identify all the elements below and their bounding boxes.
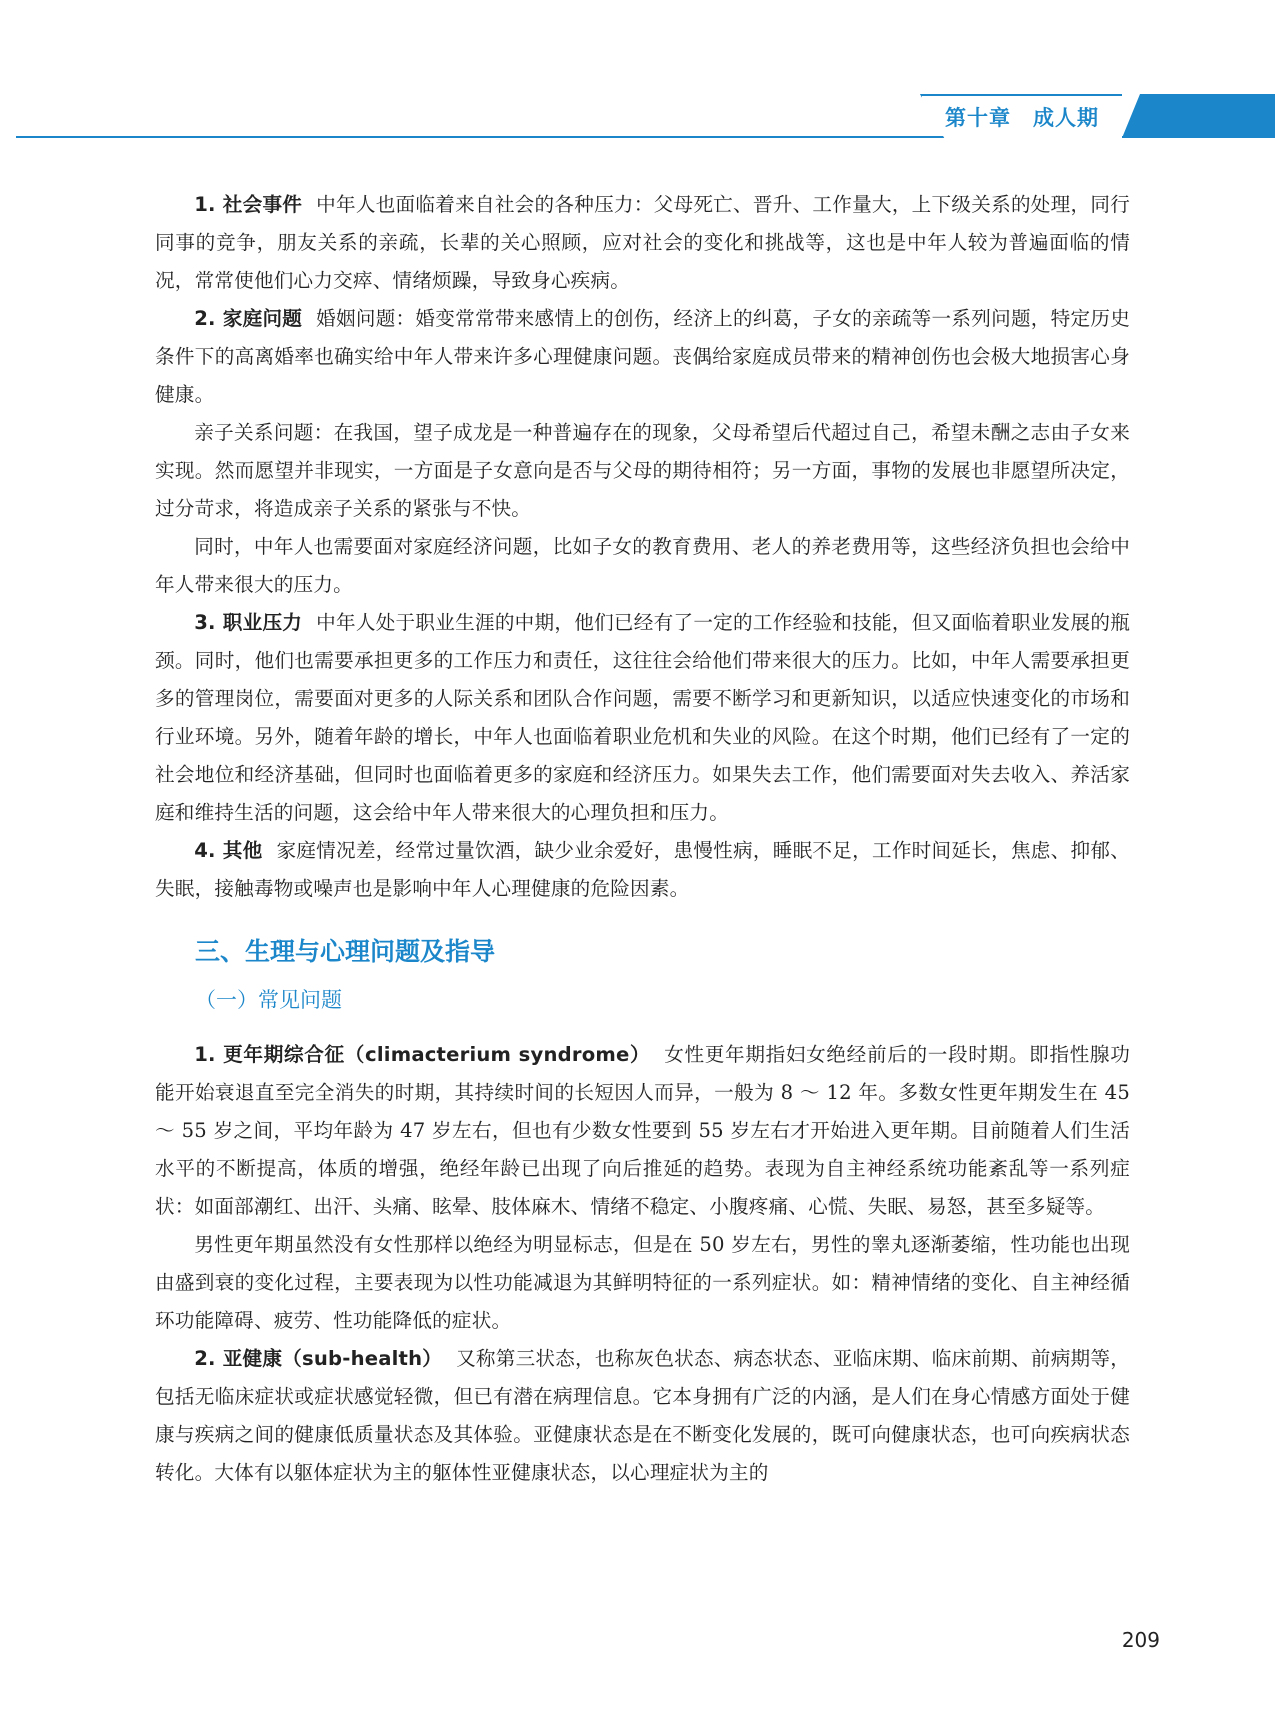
paragraph-lead: 4. 其他 <box>194 839 263 862</box>
paragraph-parent-child <box>155 414 1130 528</box>
paragraph-lead: 2. 亚健康（sub-health） <box>194 1347 443 1370</box>
paragraph-lead: 1. 更年期综合征（climacterium syndrome） <box>194 1043 651 1066</box>
paragraph-others <box>155 832 1130 908</box>
paragraph-career-pressure <box>155 604 1130 832</box>
paragraph-lead: 2. 家庭问题 <box>194 307 303 330</box>
paragraph-climacterium <box>155 1036 1130 1226</box>
paragraph-social-events <box>155 186 1130 300</box>
paragraph-text: 男性更年期虽然没有女性那样以绝经为明显标志，但是在 50 岁左右，男性的睾丸逐渐萎缩，性功能也出现由盛到衰的变化过程，主要表现为以性功能减退为其鲜明特征的一系列症状。如：精神情绪的变化、自主神经循环功能障碍、疲劳、性功能降低的症状。 <box>155 1233 1130 1332</box>
page-content <box>155 186 1130 1492</box>
paragraph-lead: 3. 职业压力 <box>194 611 303 634</box>
sub-heading: （一）常见问题 <box>195 988 342 1012</box>
paragraph-sub-health <box>155 1340 1130 1492</box>
page-number: 209 <box>1121 1628 1160 1652</box>
paragraph-male-climacterium <box>155 1226 1130 1340</box>
paragraph-text: 中年人处于职业生涯的中期，他们已经有了一定的工作经验和技能，但又面临着职业发展的瓶颈。同时，他们也需要承担更多的工作压力和责任，这往往会给他们带来很大的压力。比如，中年人需要承担更多的管理岗位，需要面对更多的人际关系和团队合作问题，需要不断学习和更新知识，以适应快速变化的市场和行业环境。另外，随着年龄的增长，中年人也面临着职业危机和失业的风险。在这个时期，他们已经有了一定的社会地位和经济基础，但同时也面临着更多的家庭和经济压力。如果失去工作，他们需要面对失去收入、养活家庭和维持生活的问题，这会给中年人带来很大的心理负担和压力。 <box>155 611 1130 824</box>
paragraph-family-issues <box>155 300 1130 414</box>
paragraph-family-economy <box>155 528 1130 604</box>
paragraph-text: 同时，中年人也需要面对家庭经济问题，比如子女的教育费用、老人的养老费用等，这些经济负担也会给中年人带来很大的压力。 <box>155 535 1130 596</box>
paragraph-text: 又称第三状态，也称灰色状态、病态状态、亚临床期、临床前期、前病期等，包括无临床症状或症状感觉轻微，但已有潜在病理信息。它本身拥有广泛的内涵，是人们在身心情感方面处于健康与疾病之间的健康低质量状态及其体验。亚健康状态是在不断变化发展的，既可向健康状态，也可向疾病状态转化。大体有以躯体症状为主的躯体性亚健康状态，以心理症状为主的 <box>155 1347 1130 1484</box>
paragraph-text: 亲子关系问题：在我国，望子成龙是一种普遍存在的现象，父母希望后代超过自己，希望未酬之志由子女来实现。然而愿望并非现实，一方面是子女意向是否与父母的期待相符；另一方面，事物的发展也非愿望所决定，过分苛求，将造成亲子关系的紧张与不快。 <box>155 421 1130 520</box>
section-heading: 三、生理与心理问题及指导 <box>195 937 496 966</box>
paragraph-text: 家庭情况差，经常过量饮酒，缺少业余爱好，患慢性病，睡眠不足，工作时间延长，焦虑、抑郁、失眠，接触毒物或噪声也是影响中年人心理健康的危险因素。 <box>155 839 1130 900</box>
paragraph-text: 女性更年期指妇女绝经前后的一段时期。即指性腺功能开始衰退直至完全消失的时期，其持续时间的长短因人而异，一般为 8 ～ 12 年。多数女性更年期发生在 45 ～ 55 岁之间，平均年龄为 47 岁左右，但也有少数女性要到 55 岁左右才开始进入更年期。目前随着人们生活水平的不断提高，体质的增强，绝经年龄已出现了向后推延的趋势。表现为自主神经系统功能紊乱等一系列症状：如面部潮红、出汗、头痛、眩晕、肢体麻木、情绪不稳定、小腹疼痛、心慌、失眠、易怒，甚至多疑等。 <box>155 1043 1130 1218</box>
paragraph-text: 中年人也面临着来自社会的各种压力：父母死亡、晋升、工作量大，上下级关系的处理，同行同事的竞争，朋友关系的亲疏，长辈的关心照顾，应对社会的变化和挑战等，这也是中年人较为普遍面临的情况，常常使他们心力交瘁、情绪烦躁，导致身心疾病。 <box>155 193 1130 292</box>
chapter-title: 第十章 成人期 <box>945 106 1099 130</box>
paragraph-text: 婚姻问题：婚变常常带来感情上的创伤，经济上的纠葛，子女的亲疏等一系列问题，特定历史条件下的高离婚率也确实给中年人带来许多心理健康问题。丧偶给家庭成员带来的精神创伤也会极大地损害心身健康。 <box>155 307 1130 406</box>
paragraph-lead: 1. 社会事件 <box>194 193 303 216</box>
header-accent-block <box>1122 94 1275 138</box>
